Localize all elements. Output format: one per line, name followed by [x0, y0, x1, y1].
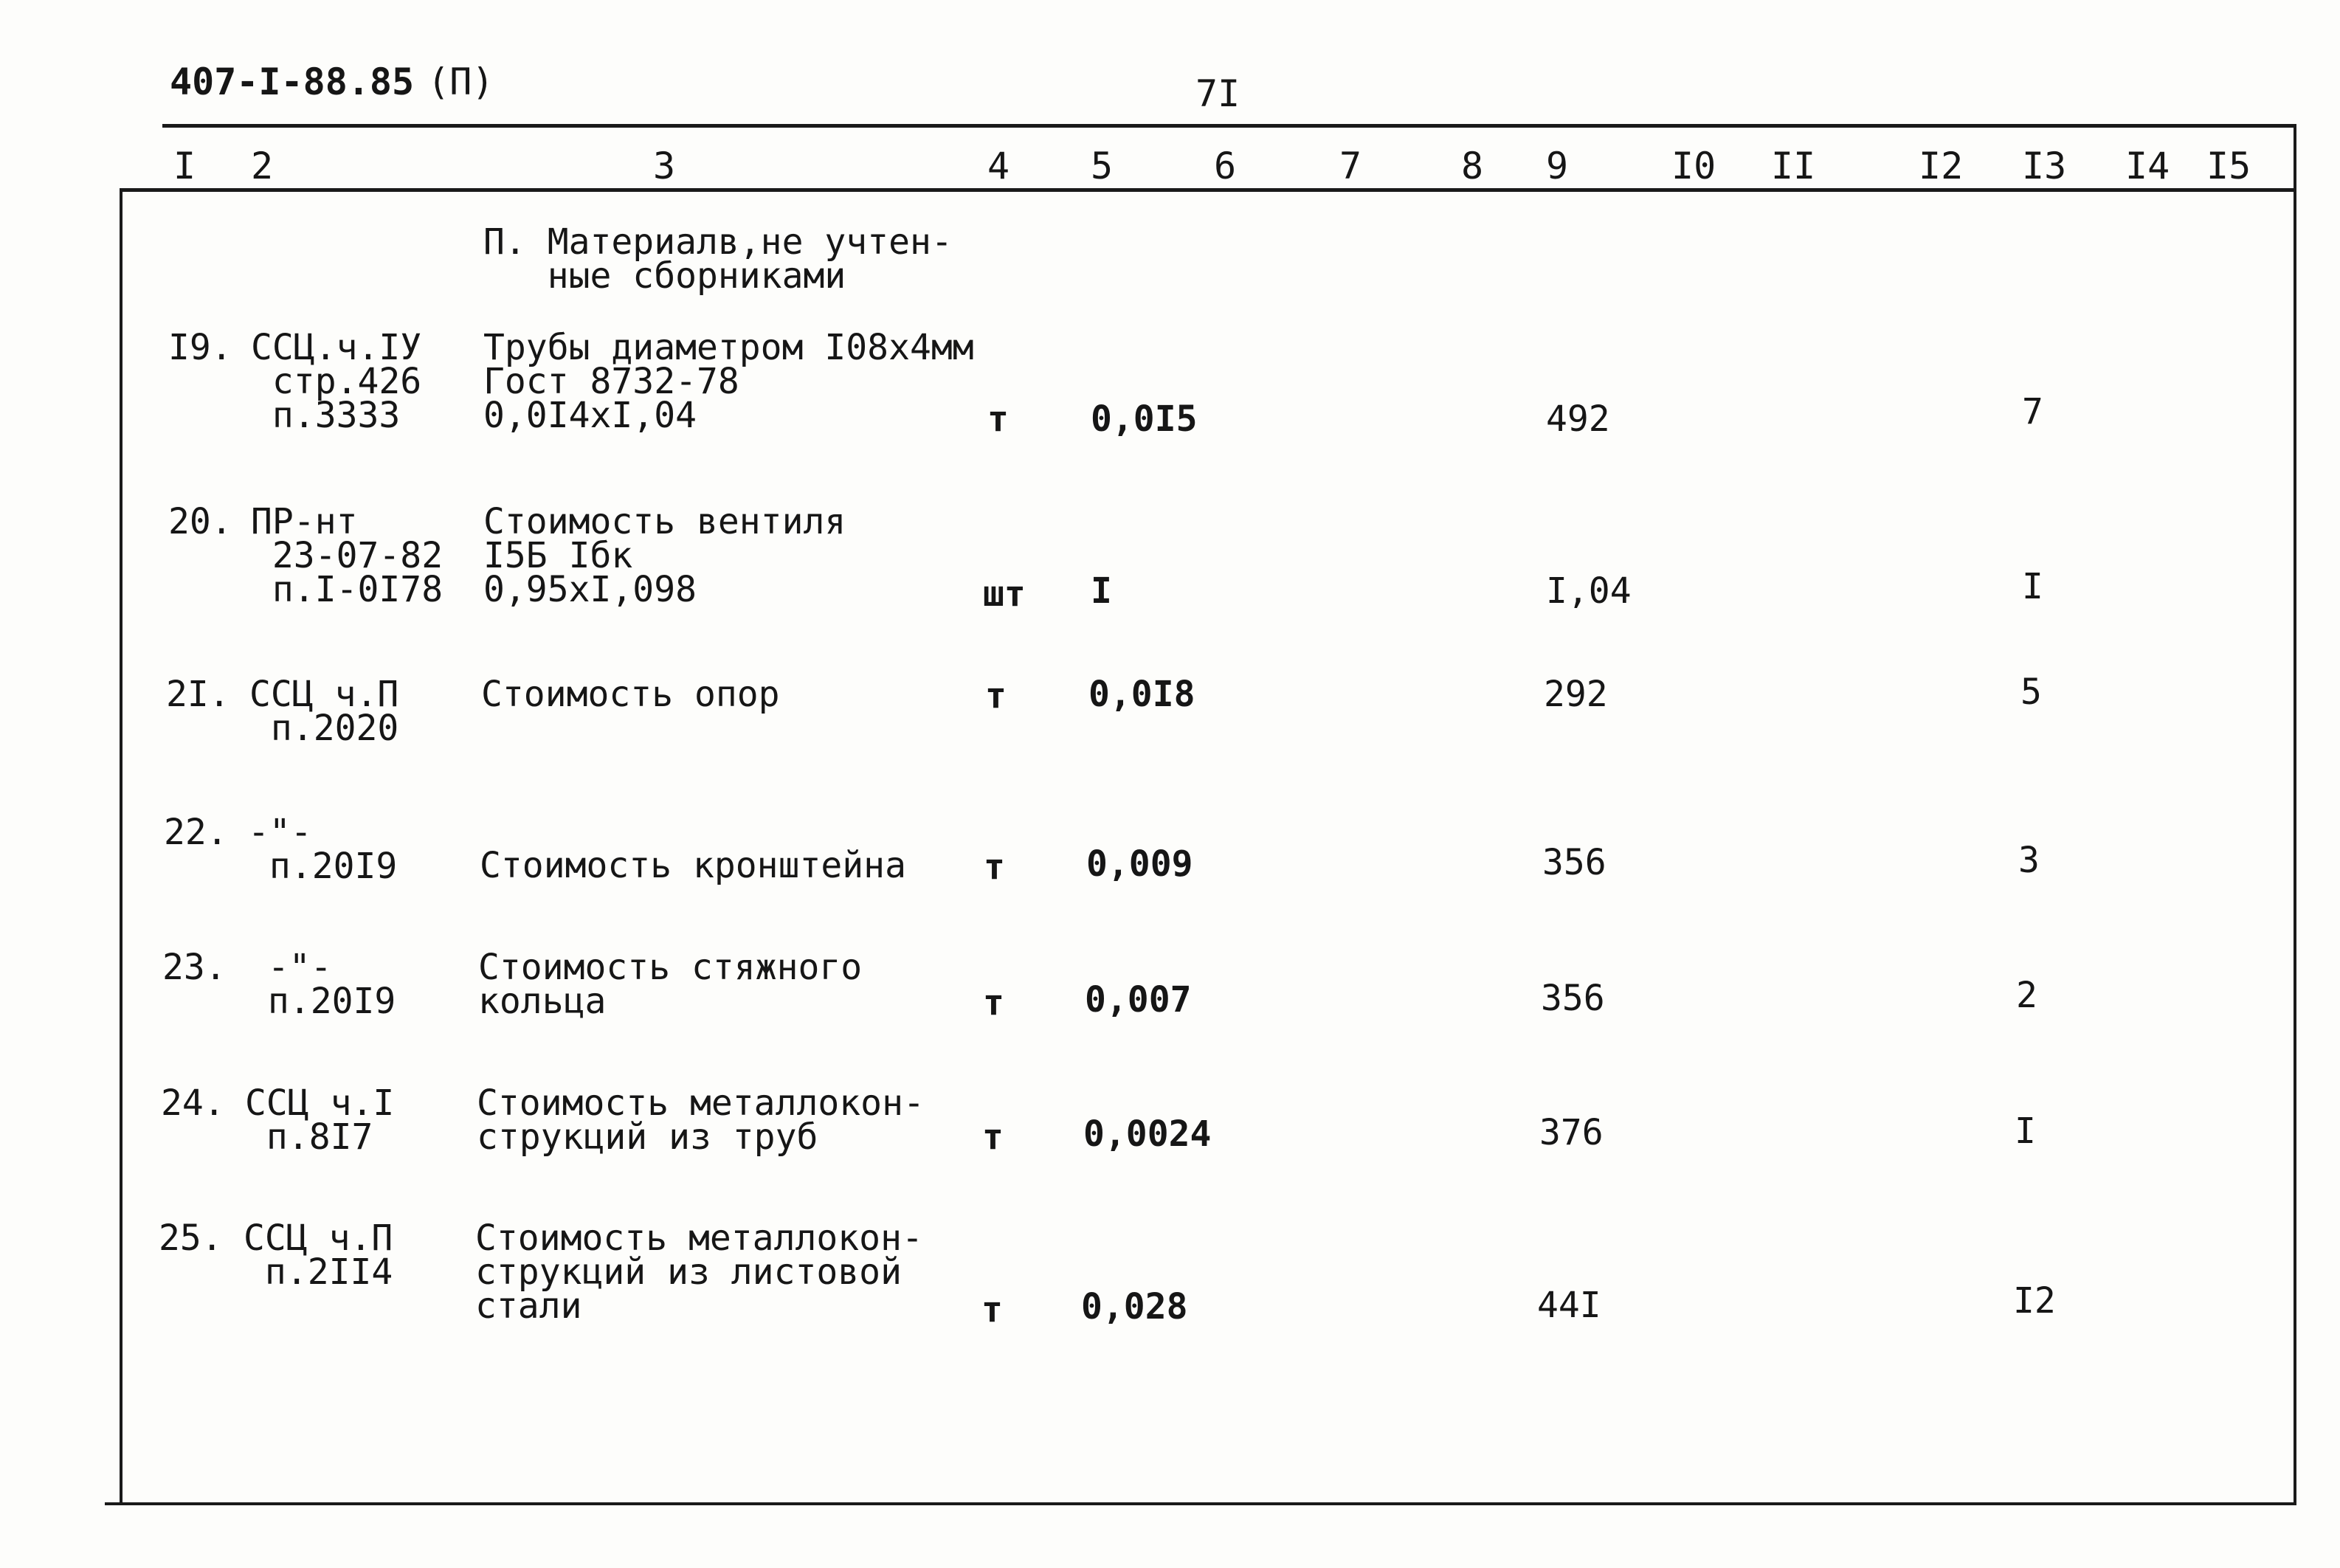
reference-line: п.I-0I78 [251, 569, 444, 610]
row-number: I9. [168, 327, 232, 368]
description-line: Гост 8732-78 [483, 361, 739, 402]
reference-line: п.3333 [251, 395, 401, 436]
row-unit: т [984, 846, 1005, 888]
description-line: струкций из труб [477, 1116, 818, 1158]
row-reference [246, 947, 396, 1022]
row-quantity: I [1091, 570, 1112, 612]
column-number: I3 [2022, 145, 2067, 187]
description-line: Стоимость кронштейна [480, 845, 906, 886]
row-quantity: 0,009 [1086, 843, 1193, 885]
reference-line: п.2020 [249, 708, 399, 749]
reference-line: п.20I9 [248, 846, 398, 887]
column-number: 5 [1091, 145, 1114, 187]
reference-line: 23-07-82 [251, 535, 444, 576]
row-unit: т [985, 675, 1007, 716]
row-number: 20. [168, 501, 232, 542]
header-bottom-rule [120, 188, 2296, 192]
row-reference [249, 674, 399, 749]
left-border [120, 188, 122, 1505]
row-total: I2 [2013, 1280, 2056, 1322]
description-line: Стоимость опор [481, 674, 780, 715]
description-line: I5Б Iбк [483, 535, 633, 576]
document-code-number: 407-I-88.85 [170, 61, 415, 103]
section-title-line: П. Материалв,не учтен- [483, 221, 953, 263]
row-reference [245, 1082, 395, 1158]
section-title-line: ные сборниками [483, 255, 846, 297]
row-number: 2I. [166, 674, 230, 715]
row-total: I [2022, 566, 2043, 607]
row-unit-price: 44I [1537, 1285, 1601, 1326]
description-line: кольца [478, 981, 607, 1022]
page-number: 7I [1195, 72, 1240, 115]
row-description [475, 1218, 923, 1327]
column-number: 4 [987, 145, 1010, 187]
reference-line: ССЦ ч.I [245, 1082, 395, 1124]
row-total: 3 [2018, 840, 2040, 881]
column-number: I4 [2125, 145, 2170, 187]
reference-line: ССЦ ч.П [249, 674, 399, 715]
description-line: Стоимость вентиля [483, 501, 846, 542]
row-unit-price: 356 [1541, 978, 1605, 1019]
document-code-suffix: (П) [427, 61, 494, 103]
description-line: стали [475, 1285, 582, 1327]
row-description [480, 845, 906, 886]
row-quantity: 0,0I5 [1091, 398, 1198, 440]
description-line: Стоимость металлокон- [475, 1218, 923, 1259]
row-reference [244, 1218, 393, 1293]
row-quantity: 0,007 [1085, 979, 1192, 1020]
column-number: 2 [251, 145, 274, 187]
row-description [477, 1082, 925, 1158]
reference-line: п.2II4 [244, 1251, 393, 1293]
column-number: II [1771, 145, 1816, 187]
reference-line: п.8I7 [245, 1116, 373, 1158]
row-number: 25. [159, 1218, 223, 1259]
row-unit-price: 376 [1539, 1112, 1604, 1153]
reference-line: стр.426 [251, 361, 422, 402]
row-quantity: 0,0024 [1083, 1113, 1212, 1155]
description-line: Стоимость стяжного [478, 947, 863, 988]
column-number: I2 [1919, 145, 1964, 187]
row-reference [251, 327, 422, 436]
column-number: 3 [653, 145, 676, 187]
column-number: 9 [1546, 145, 1569, 187]
row-unit-price: 292 [1544, 674, 1608, 715]
description-line: 0,0I4xI,04 [483, 395, 697, 436]
row-unit-price: 492 [1546, 398, 1610, 440]
description-line: 0,95xI,098 [483, 569, 697, 610]
description-line: Стоимость металлокон- [477, 1082, 925, 1124]
reference-line: ПР-нт [251, 501, 358, 542]
row-number: 22. [164, 812, 228, 853]
reference-line: ССЦ ч.П [244, 1218, 393, 1259]
row-quantity: 0,028 [1081, 1286, 1188, 1327]
reference-line: -"- [248, 812, 312, 853]
row-unit: т [982, 1116, 1004, 1158]
row-number: 24. [161, 1082, 225, 1124]
row-quantity: 0,0I8 [1088, 674, 1195, 715]
reference-line: п.20I9 [246, 981, 396, 1022]
column-number: 8 [1461, 145, 1484, 187]
row-unit-price: I,04 [1546, 570, 1632, 612]
description-line: струкций из листовой [475, 1251, 902, 1293]
bottom-rule [105, 1502, 2296, 1505]
row-description [481, 674, 780, 715]
column-number: I5 [2206, 145, 2251, 187]
row-total: I [2015, 1111, 2036, 1152]
right-border [2294, 124, 2296, 1505]
description-line: Трубы диаметром I08x4мм [483, 327, 974, 368]
row-unit: т [987, 398, 1009, 440]
reference-line: ССЦ.ч.IУ [251, 327, 422, 368]
row-reference [248, 812, 398, 887]
column-number: 6 [1214, 145, 1237, 187]
row-unit: т [983, 982, 1004, 1023]
column-number: 7 [1339, 145, 1362, 187]
row-description [483, 327, 974, 436]
row-total: 2 [2016, 975, 2037, 1016]
document-code [170, 61, 494, 103]
reference-line: -"- [246, 947, 332, 988]
row-unit: шт [983, 573, 1026, 615]
row-description [478, 947, 863, 1022]
row-reference [251, 501, 444, 610]
row-description [483, 501, 846, 610]
header-top-rule [162, 124, 2296, 128]
row-unit: т [981, 1289, 1003, 1330]
row-total: 7 [2022, 391, 2043, 432]
section-title [483, 221, 953, 297]
column-number: I0 [1671, 145, 1716, 187]
row-number: 23. [162, 947, 227, 988]
row-unit-price: 356 [1542, 842, 1606, 883]
column-number: I [173, 145, 196, 187]
row-total: 5 [2020, 671, 2042, 713]
